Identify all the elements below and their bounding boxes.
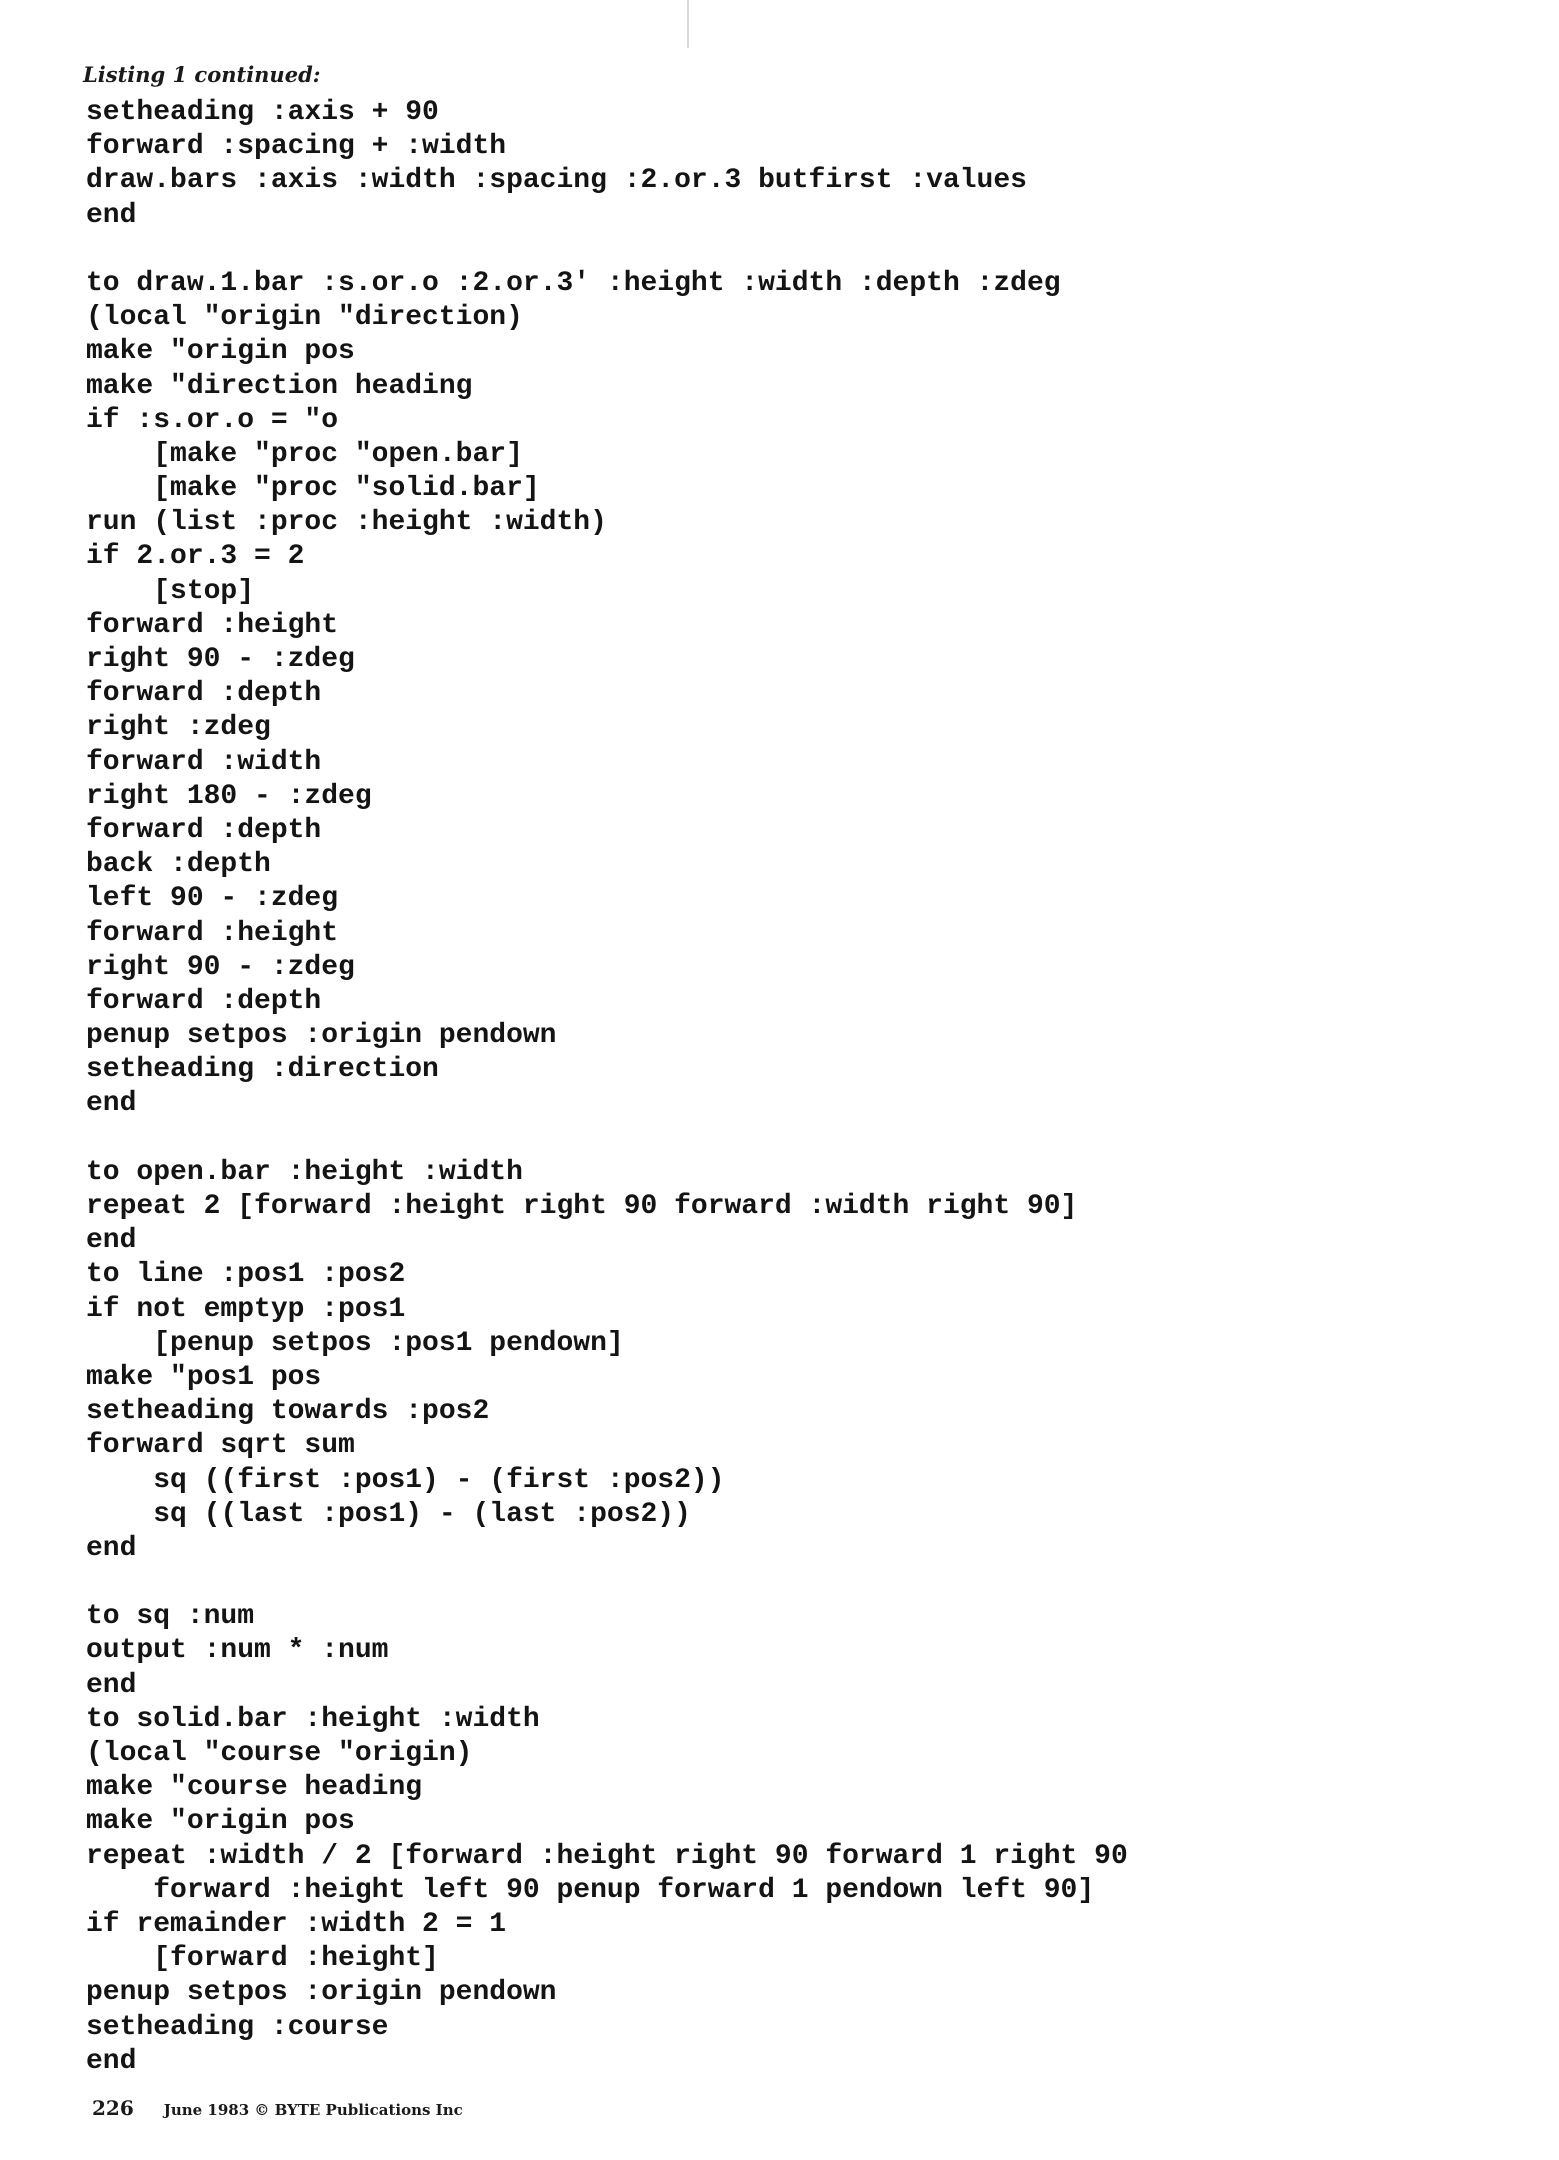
- code-line: [penup setpos :pos1 pendown]: [86, 1327, 624, 1359]
- code-line: make "origin pos: [86, 336, 355, 368]
- code-line: sq ((first :pos1) - (first :pos2)): [86, 1464, 725, 1496]
- code-line: (local "origin "direction): [86, 302, 523, 334]
- code-line: [make "proc "open.bar]: [86, 438, 523, 470]
- publication-credit: June 1983 © BYTE Publications Inc: [163, 2101, 463, 2119]
- code-line: if 2.or.3 = 2: [86, 541, 305, 573]
- code-line: if :s.or.o = "o: [86, 404, 339, 436]
- code-line: forward :depth: [86, 985, 322, 1017]
- code-line: forward :depth: [86, 814, 322, 846]
- code-line: (local "course "origin): [86, 1738, 473, 1769]
- code-line: make "origin pos: [86, 1806, 355, 1838]
- code-line: back :depth: [86, 849, 271, 881]
- code-line: end: [86, 199, 137, 231]
- code-line: right 90 - :zdeg: [86, 951, 355, 983]
- code-line: setheading :direction: [86, 1054, 439, 1086]
- code-line: sq ((last :pos1) - (last :pos2)): [86, 1498, 691, 1530]
- code-line: to draw.1.bar :s.or.o :2.or.3' :height :width :depth :zdeg: [86, 267, 1061, 299]
- code-line: forward :height left 90 penup forward 1 pendown left 90]: [86, 1874, 1095, 1906]
- code-line: forward sqrt sum: [86, 1430, 355, 1462]
- code-line: end: [86, 1532, 137, 1564]
- code-line: make "direction heading: [86, 370, 473, 402]
- code-line: penup setpos :origin pendown: [86, 1977, 557, 2009]
- code-line: forward :spacing + :width: [86, 131, 507, 163]
- code-line: setheading :course: [86, 2011, 389, 2043]
- scan-mark-top: [687, 0, 689, 48]
- code-line: to line :pos1 :pos2: [86, 1259, 406, 1291]
- code-line: make "pos1 pos: [86, 1361, 322, 1393]
- code-line: to sq :num: [86, 1601, 255, 1633]
- code-line: output :num * :num: [86, 1635, 389, 1667]
- code-line: end: [86, 1669, 137, 1701]
- code-line: repeat 2 [forward :height right 90 forward :width right 90]: [86, 1191, 1078, 1222]
- listing-caption: Listing 1 continued:: [83, 62, 321, 87]
- code-line: to open.bar :height :width: [86, 1156, 523, 1188]
- code-line: [forward :height]: [86, 1943, 439, 1975]
- code-line: [stop]: [86, 575, 255, 607]
- code-line: to solid.bar :height :width: [86, 1703, 540, 1735]
- code-line: end: [86, 2045, 137, 2077]
- code-line: right 180 - :zdeg: [86, 780, 372, 812]
- code-line: forward :height: [86, 609, 339, 641]
- code-line: setheading :axis + 90: [86, 97, 439, 128]
- page-number: 226: [92, 2096, 134, 2120]
- code-line: forward :width: [86, 746, 322, 778]
- code-line: draw.bars :axis :width :spacing :2.or.3 butfirst :values: [86, 165, 1027, 197]
- code-line: right :zdeg: [86, 712, 271, 744]
- code-line: [86, 233, 1128, 267]
- code-line: end: [86, 1088, 137, 1120]
- code-line: if remainder :width 2 = 1: [86, 1908, 507, 1940]
- code-line: [86, 1122, 1128, 1156]
- code-line: right 90 - :zdeg: [86, 644, 355, 675]
- code-line: penup setpos :origin pendown: [86, 1020, 557, 1052]
- code-line: forward :depth: [86, 678, 322, 710]
- code-line: [86, 1566, 1128, 1600]
- code-line: end: [86, 1225, 137, 1257]
- code-line: setheading towards :pos2: [86, 1396, 490, 1428]
- code-line: make "course heading: [86, 1772, 423, 1804]
- code-line: left 90 - :zdeg: [86, 883, 339, 915]
- code-line: run (list :proc :height :width): [86, 507, 607, 539]
- page-footer: [92, 2096, 463, 2120]
- code-line: if not emptyp :pos1: [86, 1293, 406, 1325]
- code-line: [make "proc "solid.bar]: [86, 473, 540, 505]
- code-listing: [86, 96, 1128, 2079]
- code-line: forward :height: [86, 917, 339, 949]
- code-line: repeat :width / 2 [forward :height right 90 forward 1 right 90: [86, 1840, 1128, 1872]
